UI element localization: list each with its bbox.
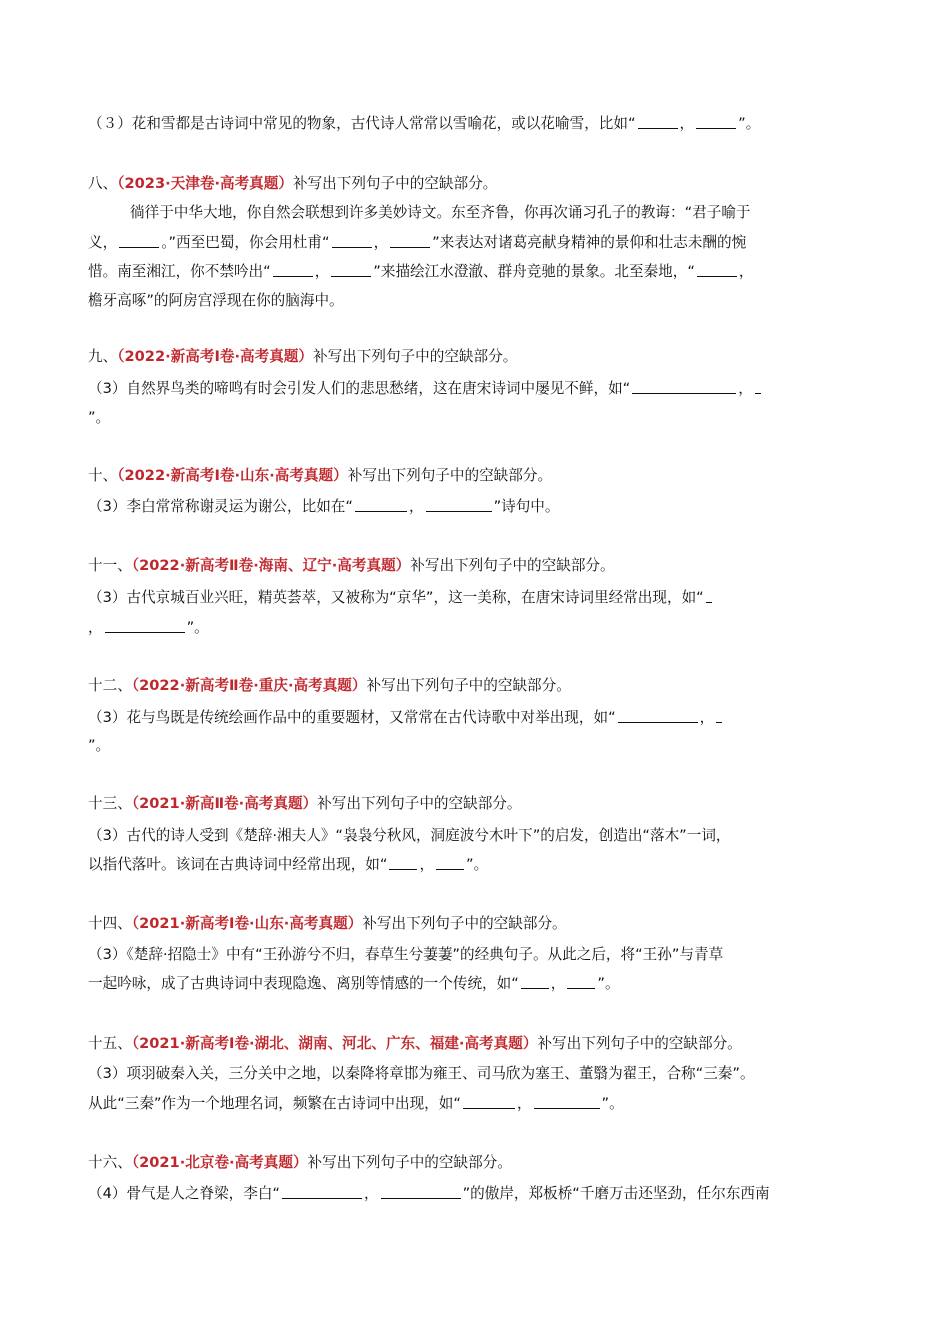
question-header-12: 十二、（2022·新高考Ⅱ卷·重庆·高考真题）补写出下列句子中的空缺部分。 bbox=[88, 677, 571, 694]
source-tag: （2021·新高考Ⅰ卷·湖北、湖南、河北、广东、福建·高考真题） bbox=[131, 1035, 538, 1052]
question-11-text-line-1: （3）古代京城百业兴旺，精英荟萃，又被称为“京华”，这一美称，在唐宋诗词里经常出现，如“ bbox=[88, 588, 714, 608]
question-10-text-line-1: （3）李白常常称谢灵运为谢公，比如在“ ， ”诗句中。 bbox=[88, 498, 560, 515]
question-header-15: 十五、（2021·新高考Ⅰ卷·湖北、湖南、河北、广东、福建·高考真题）补写出下列句子中的空缺部分。 bbox=[88, 1035, 742, 1052]
answer-blank[interactable] bbox=[282, 1184, 362, 1199]
source-tag: （2022·新高考Ⅱ卷·重庆·高考真题） bbox=[131, 677, 367, 694]
answer-blank[interactable] bbox=[426, 497, 492, 512]
answer-blank[interactable] bbox=[381, 1184, 461, 1199]
question-13-text-line-1: （3）古代的诗人受到《楚辞·湘夫人》“袅袅兮秋风，洞庭波兮木叶下”的启发，创造出“落木”一词， bbox=[88, 827, 731, 844]
answer-blank[interactable] bbox=[697, 262, 737, 277]
answer-blank[interactable] bbox=[355, 497, 407, 512]
question-header-9: 九、（2022·新高考Ⅰ卷·高考真题）补写出下列句子中的空缺部分。 bbox=[88, 348, 518, 365]
question-15-text-line-1: （3）项羽破秦入关，三分关中之地，以秦降将章邯为雍王、司马欣为塞王、董翳为翟王，合称“三秦”。 bbox=[88, 1065, 755, 1082]
answer-blank[interactable] bbox=[716, 708, 722, 723]
question-header-11: 十一、（2022·新高考Ⅱ卷·海南、辽宁·高考真题）补写出下列句子中的空缺部分。 bbox=[88, 557, 615, 574]
question-8-text-line-4: 檐牙高啄”的阿房宫浮现在你的脑海中。 bbox=[88, 292, 344, 309]
question-8-text-line-3: 惜。南至湘江，你不禁吟出“ ， ”来描绘江水澄澈、群舟竞驰的景象。北至秦地，“ ， bbox=[88, 263, 754, 280]
answer-blank[interactable] bbox=[567, 974, 595, 989]
question-9-text-line-1: （3）自然界鸟类的啼鸣有时会引发人们的悲思愁绪，这在唐宋诗词中屡见不鲜，如“ ， bbox=[88, 379, 763, 399]
question-header-16: 十六、（2021·北京卷·高考真题）补写出下列句子中的空缺部分。 bbox=[88, 1154, 512, 1171]
answer-blank[interactable] bbox=[389, 855, 417, 870]
item-7-question-3: （３）花和雪都是古诗词中常见的物象，古代诗人常常以雪喻花，或以花喻雪，比如“ ， ”。 bbox=[88, 115, 761, 132]
source-tag: （2021·北京卷·高考真题） bbox=[131, 1154, 308, 1171]
source-tag: （2021·新高Ⅱ卷·高考真题） bbox=[131, 795, 318, 812]
answer-blank[interactable] bbox=[273, 262, 313, 277]
answer-blank[interactable] bbox=[618, 708, 698, 723]
source-tag: （2021·新高考Ⅰ卷·山东·高考真题） bbox=[131, 915, 363, 932]
source-tag: （2022·新高考Ⅱ卷·海南、辽宁·高考真题） bbox=[131, 557, 411, 574]
answer-blank[interactable] bbox=[534, 1094, 600, 1109]
answer-blank[interactable] bbox=[463, 1094, 515, 1109]
question-header-8: 八、（2023·天津卷·高考真题）补写出下列句子中的空缺部分。 bbox=[88, 175, 498, 192]
answer-blank[interactable] bbox=[390, 233, 430, 248]
answer-blank[interactable] bbox=[119, 233, 159, 248]
question-15-text-line-2: 从此“三秦”作为一个地理名词，频繁在古诗词中出现，如“ ， ”。 bbox=[88, 1095, 624, 1112]
question-11-text-line-2: ， ”。 bbox=[88, 619, 209, 636]
question-16-text-line-1: （4）骨气是人之脊梁，李白“ ， ”的傲岸，郑板桥“千磨万击还坚劲，任尔东西南 bbox=[88, 1185, 770, 1202]
answer-blank[interactable] bbox=[638, 114, 678, 129]
question-14-text-line-1: （3）《楚辞·招隐士》中有“王孙游兮不归，春草生兮萋萋”的经典句子。从此之后，将“王孙”与青草 bbox=[88, 946, 724, 963]
question-header-13: 十三、（2021·新高Ⅱ卷·高考真题）补写出下列句子中的空缺部分。 bbox=[88, 795, 522, 812]
question-13-text-line-2: 以指代落叶。该词在古典诗词中经常出现，如“ ， ”。 bbox=[88, 856, 489, 873]
answer-blank[interactable] bbox=[332, 233, 372, 248]
source-tag: （2022·新高考Ⅰ卷·山东·高考真题） bbox=[117, 467, 348, 484]
source-tag: （2023·天津卷·高考真题） bbox=[117, 175, 293, 192]
question-8-text-line-2: 义， 。”西至巴蜀，你会用杜甫“ ， ”来表达对诸葛亮献身精神的景仰和壮志未酬的惋 bbox=[88, 234, 747, 251]
question-9-text-line-2: ”。 bbox=[88, 409, 111, 426]
answer-blank[interactable] bbox=[706, 588, 712, 603]
answer-blank[interactable] bbox=[521, 974, 549, 989]
question-8-text-line-1: 徜徉于中华大地，你自然会联想到许多美妙诗文。东至齐鲁，你再次诵习孔子的教诲：“君子喻于 bbox=[130, 204, 751, 221]
question-12-text-line-2: ”。 bbox=[88, 737, 111, 754]
answer-blank[interactable] bbox=[632, 379, 736, 394]
answer-blank[interactable] bbox=[331, 262, 371, 277]
question-header-10: 十、（2022·新高考Ⅰ卷·山东·高考真题）补写出下列句子中的空缺部分。 bbox=[88, 467, 553, 484]
question-header-14: 十四、（2021·新高考Ⅰ卷·山东·高考真题）补写出下列句子中的空缺部分。 bbox=[88, 915, 567, 932]
question-12-text-line-1: （3）花与鸟既是传统绘画作品中的重要题材，又常常在古代诗歌中对举出现，如“ ， bbox=[88, 708, 724, 728]
answer-blank[interactable] bbox=[105, 618, 185, 633]
answer-blank[interactable] bbox=[755, 379, 761, 394]
source-tag: （2022·新高考Ⅰ卷·高考真题） bbox=[117, 348, 313, 365]
question-14-text-line-2: 一起吟咏，成了古典诗词中表现隐逸、离别等情感的一个传统，如“ ， ”。 bbox=[88, 975, 620, 992]
answer-blank[interactable] bbox=[436, 855, 464, 870]
answer-blank[interactable] bbox=[696, 114, 736, 129]
